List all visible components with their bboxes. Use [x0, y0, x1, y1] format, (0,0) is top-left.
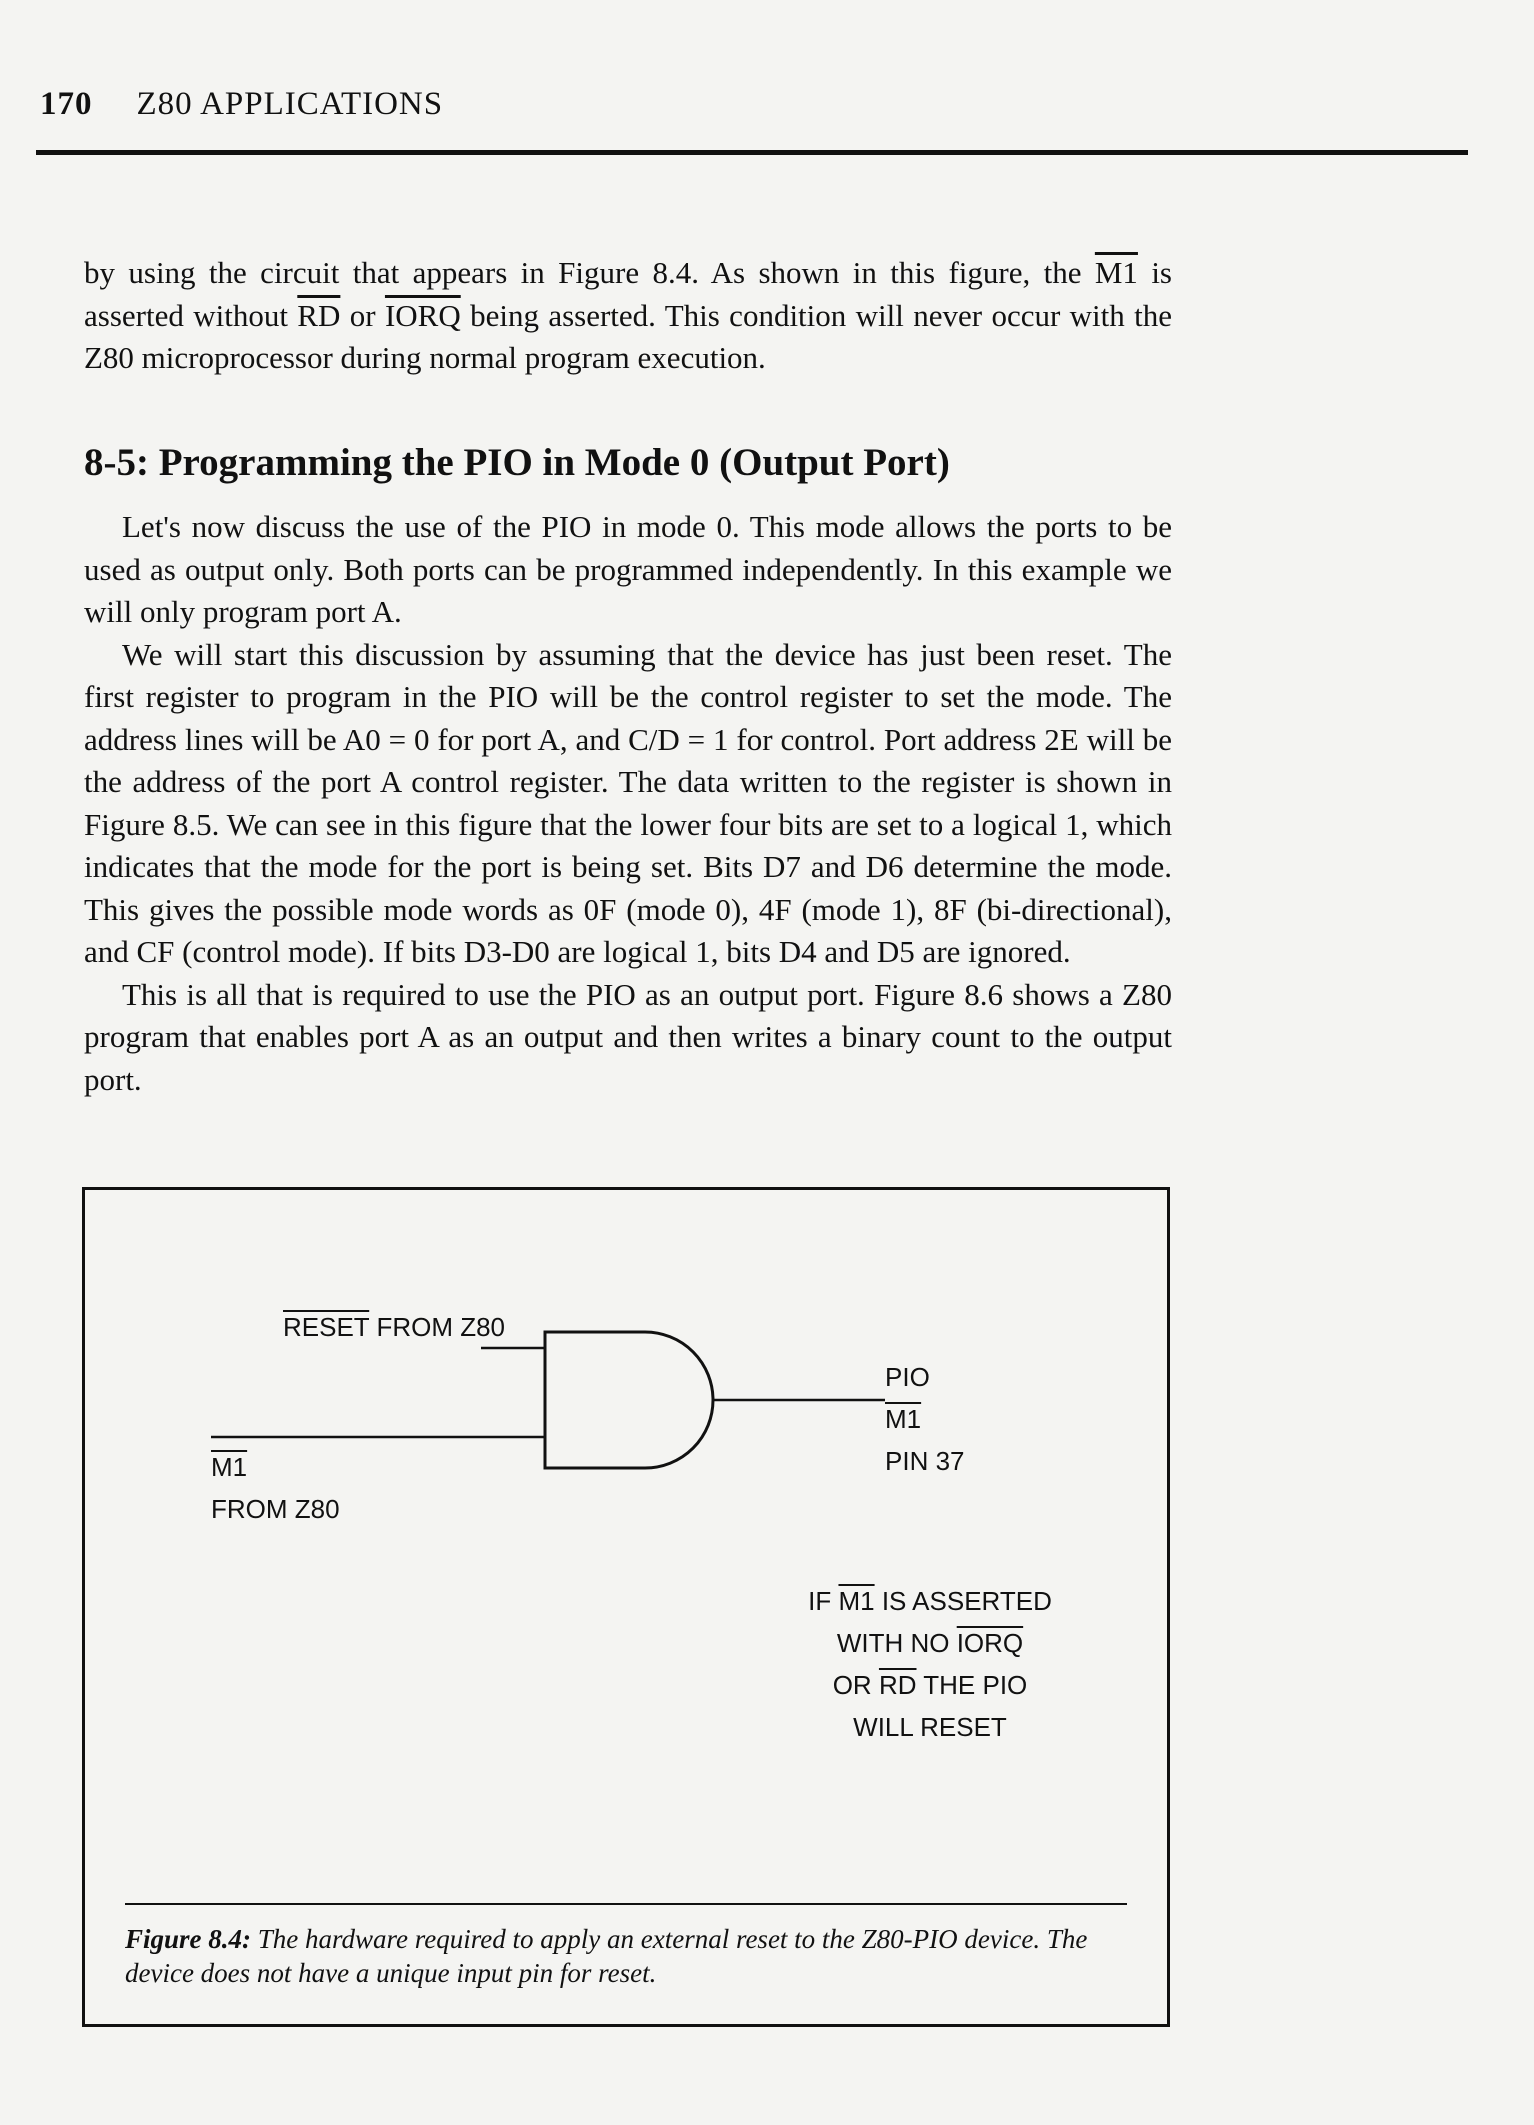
intro-paragraph: by using the circuit that appears in Figure 8.4. As shown in this figure, the M1 is asserted without $\overline{RD}$ or IORQ being asserted. This condition will never occur with the Z80 microprocessor during normal program execution. — [84, 255, 1172, 375]
page-number: 170 — [40, 86, 93, 122]
running-title: Z80 APPLICATIONS — [136, 86, 444, 122]
reset-condition-note: IF M1 IS ASSERTED WITH NO IORQ OR $\overline{RD}$ THE PIO WILL RESET — [808, 1586, 1052, 1742]
caption-text: The hardware required to apply an external reset to the Z80-PIO device. The device does not have a unique input pin for reset. — [125, 1924, 1088, 1988]
rd-signal: $\overline{RD}$ — [297, 297, 341, 333]
caption-label: Figure 8.4: — [125, 1924, 252, 1954]
body-paragraph: This is all that is required to use the PIO as an output port. Figure 8.6 shows a Z80 program that enables port A as an output and then writes a binary count to the output port. — [84, 976, 1172, 1097]
m1-input-label: M1 — [211, 1452, 248, 1482]
body-paragraph: Let's now discuss the use of the PIO in mode 0. This mode allows the ports to be used as output only. Both ports can be programmed independently. In this example we will only program port A. — [84, 509, 1172, 629]
m1-signal: M1 — [1094, 255, 1138, 290]
and-gate-symbol — [545, 1332, 713, 1468]
section-heading: 8-5: Programming the PIO in Mode 0 (Output Port) — [84, 441, 950, 484]
figure-8-4 — [82, 1187, 1170, 2027]
m1-source-label: FROM Z80 — [211, 1494, 340, 1524]
pio-label: PIO — [885, 1362, 930, 1392]
reset-label: RESET FROM Z80 — [283, 1312, 506, 1342]
running-header — [40, 86, 443, 123]
iorq-signal: IORQ — [384, 297, 461, 333]
caption-rule — [125, 1903, 1127, 1905]
body-paragraph: We will start this discussion by assuming that the device has just been reset. The first register to program in the PIO will be the control register to set the mode. The address lines will be A0 = 0 for port A, and C/D = 1 for control. Port address 2E will be the address of the port A control register. The data written to the register is shown in Figure 8.5. We can see in this figure that the lower four bits are set to a logical 1, which indicates that the mode for the port is being set. Bits D7 and D6 determine the mode. This gives the possible mode words as 0F (mode 0), 4F (mode 1), 8F (bi-directional), and CF (control mode). If bits D3-D0 are logical 1, bits D4 and D5 are ignored. — [84, 636, 1172, 969]
header-rule — [36, 150, 1468, 155]
figure-caption — [125, 1922, 1125, 1990]
section-body — [84, 506, 1172, 1101]
pin-label: PIN 37 — [885, 1446, 965, 1476]
pio-m1-label: M1 — [885, 1404, 922, 1434]
